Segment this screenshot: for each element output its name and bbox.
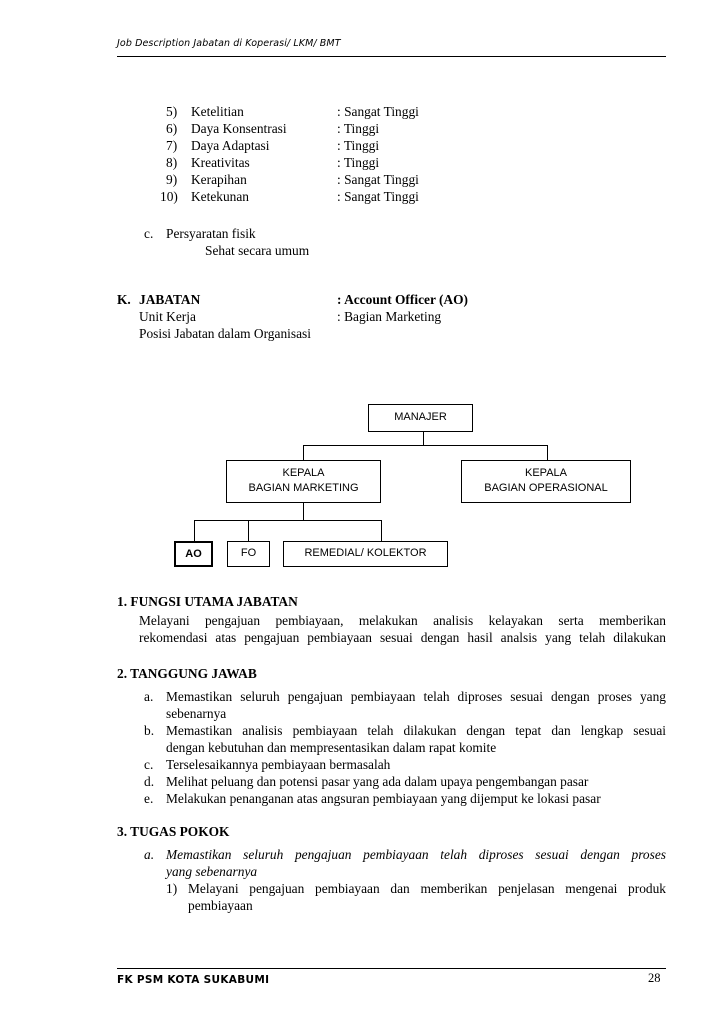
org-box-ao	[174, 541, 213, 567]
req-label: Kreativitas	[191, 155, 250, 170]
list-item-line: Memastikan seluruh pengajuan pembiayaan telah diproses sesuai dengan proses	[166, 847, 666, 862]
list-marker: b.	[144, 723, 155, 738]
footer-org: FK PSM KOTA SUKABUMI	[117, 974, 270, 986]
req-value: : Tinggi	[337, 138, 380, 153]
manager-label: MANAJER	[394, 411, 447, 423]
list-marker: d.	[144, 774, 155, 789]
list-item-line: yang sebenarnya	[166, 864, 258, 879]
req-value: : Tinggi	[337, 155, 380, 170]
position-label: Posisi Jabatan dalam Organisasi	[139, 326, 311, 341]
connector-line	[547, 445, 548, 460]
section1-title: 1. FUNGSI UTAMA JABATAN	[117, 594, 298, 609]
org-box-remedial	[283, 541, 448, 567]
section1-line: rekomendasi atas pengajuan pembiayaan sesuai dengan hasil analsis yang telah dilakukan	[139, 630, 666, 645]
page-header: Job Description Jabatan di Koperasi/ LKM/ BMT	[117, 38, 341, 49]
connector-line	[194, 520, 382, 521]
req-value: : Sangat Tinggi	[337, 172, 419, 187]
unit-value: : Bagian Marketing	[337, 309, 442, 324]
list-item-line: Memastikan analisis pembiayaan telah dilakukan dengan tepat dan lengkap sesuai	[166, 723, 666, 738]
section3-title: 3. TUGAS POKOK	[117, 824, 230, 839]
req-num: 10)	[160, 189, 178, 204]
list-marker: c.	[144, 757, 154, 772]
connector-line	[423, 431, 424, 446]
sub-list-line: Melayani pengajuan pembiayaan dan memberikan penjelasan mengenai produk	[188, 881, 666, 896]
physical-title: Persyaratan fisik	[166, 226, 256, 241]
list-marker: a.	[144, 847, 155, 862]
ao-label: AO	[185, 548, 202, 560]
job-title-value: : Account Officer (AO)	[337, 292, 469, 307]
org-box-manager	[368, 404, 473, 432]
operational-head-line2: BAGIAN OPERASIONAL	[484, 482, 608, 494]
req-num: 6)	[166, 121, 178, 136]
unit-label: Unit Kerja	[139, 309, 196, 324]
list-item-line: Memastikan seluruh pengajuan pembiayaan telah diproses sesuai dengan proses yang	[166, 689, 666, 704]
remedial-label: REMEDIAL/ KOLEKTOR	[304, 547, 427, 559]
header-rule	[117, 56, 666, 57]
req-value: : Sangat Tinggi	[337, 189, 419, 204]
footer-rule	[117, 968, 666, 969]
job-marker: K.	[117, 292, 131, 307]
sub-list-line: pembiayaan	[188, 898, 253, 913]
marketing-head-line2: BAGIAN MARKETING	[248, 482, 359, 494]
sub-list-marker: 1)	[166, 881, 178, 896]
org-box-fo	[227, 541, 270, 567]
connector-line	[303, 502, 304, 520]
list-item-line: Melihat peluang dan potensi pasar yang ada dalam upaya pengembangan pasar	[166, 774, 589, 789]
list-marker: a.	[144, 689, 154, 704]
req-label: Daya Konsentrasi	[191, 121, 287, 136]
req-value: : Sangat Tinggi	[337, 104, 419, 119]
connector-line	[303, 445, 548, 446]
req-label: Kerapihan	[191, 172, 247, 187]
operational-head-line1: KEPALA	[525, 467, 567, 479]
section1-line: Melayani pengajuan pembiayaan, melakukan analisis kelayakan serta memberikan	[139, 613, 666, 628]
connector-line	[248, 520, 249, 541]
req-num: 9)	[166, 172, 178, 187]
req-num: 5)	[166, 104, 178, 119]
req-num: 7)	[166, 138, 178, 153]
list-item-line: sebenarnya	[166, 706, 227, 721]
physical-marker: c.	[144, 226, 154, 241]
org-box-operational-head	[461, 460, 631, 503]
req-value: : Tinggi	[337, 121, 380, 136]
page-number: 28	[648, 971, 661, 985]
req-label: Ketekunan	[191, 189, 250, 204]
org-box-marketing-head	[226, 460, 381, 503]
job-title: JABATAN	[139, 292, 201, 307]
section2-title: 2. TANGGUNG JAWAB	[117, 666, 257, 681]
list-item-line: Melakukan penanganan atas angsuran pembiayaan yang dijemput ke lokasi pasar	[166, 791, 601, 806]
req-num: 8)	[166, 155, 178, 170]
list-marker: e.	[144, 791, 154, 806]
connector-line	[381, 520, 382, 541]
req-label: Daya Adaptasi	[191, 138, 270, 153]
physical-value: Sehat secara umum	[205, 243, 310, 258]
list-item-line: dengan kebutuhan dan mempresentasikan dalam rapat komite	[166, 740, 497, 755]
list-item-line: Terselesaikannya pembiayaan bermasalah	[166, 757, 391, 772]
req-label: Ketelitian	[191, 104, 244, 119]
marketing-head-line1: KEPALA	[282, 467, 325, 479]
connector-line	[194, 520, 195, 542]
fo-label: FO	[240, 547, 257, 559]
connector-line	[303, 445, 304, 460]
